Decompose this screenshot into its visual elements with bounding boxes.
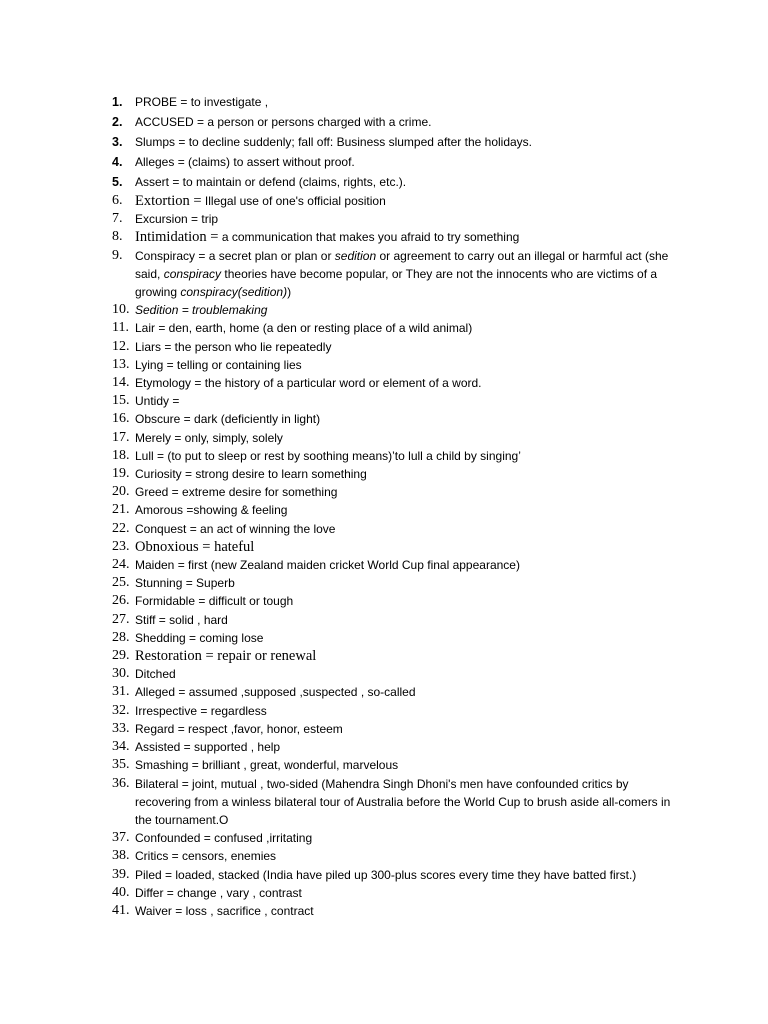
list-item (112, 192, 687, 210)
list-item (112, 501, 687, 519)
item-text: Obnoxious = hateful (135, 538, 255, 555)
list-item (112, 574, 687, 592)
item-number: 26. (112, 593, 130, 609)
item-number: 20. (112, 484, 130, 500)
item-text: Alleged = assumed ,supposed ,suspected , so-called (135, 685, 416, 700)
item-number: 24. (112, 557, 130, 573)
item-number: 39. (112, 866, 130, 882)
list-item (112, 338, 687, 356)
item-text: Merely = only, simply, solely (135, 430, 283, 445)
list-item (112, 866, 687, 884)
item-number: 10. (112, 302, 130, 318)
item-number: 12. (112, 338, 130, 354)
item-number: 28. (112, 629, 130, 645)
item-text: Assert = to maintain or defend (claims, rights, etc.). (135, 175, 407, 189)
item-text: Illegal use of one's official position (201, 194, 386, 208)
item-text: Irrespective = regardless (135, 703, 267, 718)
item-text: Differ = change , vary , contrast (135, 885, 302, 900)
list-item (112, 112, 687, 132)
list-item (112, 429, 687, 447)
item-text: Confounded = confused ,irritating (135, 831, 313, 846)
item-text: Lull = (to put to sleep or rest by soothing means)’to lull a child by singing’ (135, 448, 521, 463)
list-item (112, 647, 687, 665)
item-number: 25. (112, 575, 130, 591)
item-text: Formidable = difficult or tough (135, 594, 294, 609)
item-number: 37. (112, 830, 130, 846)
item-text: Critics = censors, enemies (135, 849, 277, 864)
item-number: 2. (112, 115, 123, 129)
item-text: Etymology = the history of a particular word or element of a word. (135, 376, 482, 391)
item-number: 4. (112, 155, 123, 169)
item-number: 9. (112, 247, 123, 263)
item-text: Alleges = (claims) to assert without proof. (135, 155, 355, 169)
item-number: 31. (112, 684, 130, 700)
item-number: 23. (112, 538, 130, 554)
list-item (112, 319, 687, 337)
list-item (112, 556, 687, 574)
item-text-italic: conspiracy (163, 266, 222, 281)
item-text: Lair = den, earth, home (a den or resting place of a wild animal) (135, 321, 473, 336)
item-number: 27. (112, 611, 130, 627)
list-item (112, 629, 687, 647)
list-item (112, 665, 687, 683)
item-text: Conspiracy = a secret plan or plan or (135, 248, 335, 263)
item-number: 41. (112, 902, 130, 918)
item-text: Smashing = brilliant , great, wonderful, marvelous (135, 758, 399, 773)
item-text: Curiosity = strong desire to learn something (135, 467, 367, 482)
list-item (112, 902, 687, 920)
item-number: 30. (112, 666, 130, 682)
list-item (112, 132, 687, 152)
list-item (112, 520, 687, 538)
item-text: Obscure = dark (deficiently in light) (135, 412, 321, 427)
item-number: 8. (112, 229, 123, 245)
item-text: Sedition = troublemaking (135, 303, 268, 318)
list-item (112, 228, 687, 246)
item-number: 16. (112, 411, 130, 427)
item-text: Untidy = (135, 394, 180, 409)
item-number: 14. (112, 375, 130, 391)
item-text: Liars = the person who lie repeatedly (135, 339, 332, 354)
item-number: 35. (112, 757, 130, 773)
list-item (112, 756, 687, 774)
item-number: 38. (112, 848, 130, 864)
item-text: PROBE = to investigate , (135, 95, 269, 109)
item-text: Slumps = to decline suddenly; fall off: Business slumped after the holidays. (135, 135, 533, 149)
item-text: Restoration = repair or renewal (135, 648, 317, 665)
list-item (112, 447, 687, 465)
list-item (112, 775, 687, 830)
item-text: theories have become popular, or They are not the innocents who are victims of a growing (135, 266, 658, 300)
item-number: 19. (112, 466, 130, 482)
item-text-italic: conspiracy(sedition) (180, 285, 288, 300)
list-item (112, 301, 687, 319)
item-text: a communication that makes you afraid to try something (218, 230, 520, 245)
item-number: 33. (112, 720, 130, 736)
list-item (112, 611, 687, 629)
list-item (112, 172, 687, 192)
vocabulary-list (112, 92, 687, 920)
list-item (112, 683, 687, 701)
list-item (112, 92, 687, 112)
list-item (112, 392, 687, 410)
list-item (112, 247, 687, 302)
item-term: Extortion = (135, 193, 202, 209)
item-text: Greed = extreme desire for something (135, 485, 338, 500)
list-item (112, 210, 687, 228)
item-number: 36. (112, 775, 130, 791)
list-item (112, 465, 687, 483)
item-text: Shedding = coming lose (135, 630, 264, 645)
item-text: Excursion = trip (135, 212, 219, 227)
item-text: ) (287, 285, 292, 300)
item-text-italic: sedition (334, 248, 377, 263)
item-text: Lying = telling or containing lies (135, 357, 302, 372)
list-item (112, 483, 687, 501)
list-item (112, 829, 687, 847)
item-text: Assisted = supported , help (135, 740, 281, 755)
item-text: Piled = loaded, stacked (India have piled up 300-plus scores every time they have batted first.) (135, 867, 637, 882)
item-text: Maiden = first (new Zealand maiden cricket World Cup final appearance) (135, 558, 520, 573)
item-text: Bilateral = joint, mutual , two-sided (Mahendra Singh Dhoni's men have confounded critics by recovering from a winless bilateral tour of Australia before the World Cup to brush aside all-comers in the tournament.O (135, 776, 671, 827)
item-number: 22. (112, 520, 130, 536)
list-item (112, 538, 687, 556)
item-number: 18. (112, 447, 130, 463)
item-text: Ditched (135, 667, 176, 682)
list-item (112, 410, 687, 428)
item-number: 13. (112, 356, 130, 372)
item-number: 11. (112, 320, 129, 336)
list-item (112, 847, 687, 865)
item-term: Intimidation = (135, 229, 219, 246)
item-text: ACCUSED = a person or persons charged with a crime. (135, 115, 432, 129)
list-item (112, 738, 687, 756)
list-item (112, 702, 687, 720)
item-number: 3. (112, 135, 123, 149)
item-number: 5. (112, 175, 123, 189)
item-text: Waiver = loss , sacrifice , contract (135, 903, 314, 918)
list-item (112, 720, 687, 738)
item-number: 34. (112, 739, 130, 755)
list-item (112, 884, 687, 902)
item-text: Regard = respect ,favor, honor, esteem (135, 721, 343, 736)
item-number: 17. (112, 429, 130, 445)
list-item (112, 592, 687, 610)
item-number: 6. (112, 193, 123, 208)
item-number: 40. (112, 884, 130, 900)
item-text: Stunning = Superb (135, 576, 235, 591)
item-number: 32. (112, 702, 130, 718)
item-number: 1. (112, 95, 123, 109)
list-item (112, 374, 687, 392)
item-text: Conquest = an act of winning the love (135, 521, 336, 536)
item-number: 15. (112, 393, 130, 409)
item-number: 7. (112, 211, 123, 227)
list-item (112, 152, 687, 172)
list-item (112, 356, 687, 374)
item-text: or agreement to carry out an illegal or harmful act (she said, (135, 248, 669, 281)
item-number: 29. (112, 648, 130, 664)
item-text: Amorous =showing & feeling (135, 503, 288, 518)
item-text: Stiff = solid , hard (135, 612, 228, 627)
item-number: 21. (112, 502, 130, 518)
